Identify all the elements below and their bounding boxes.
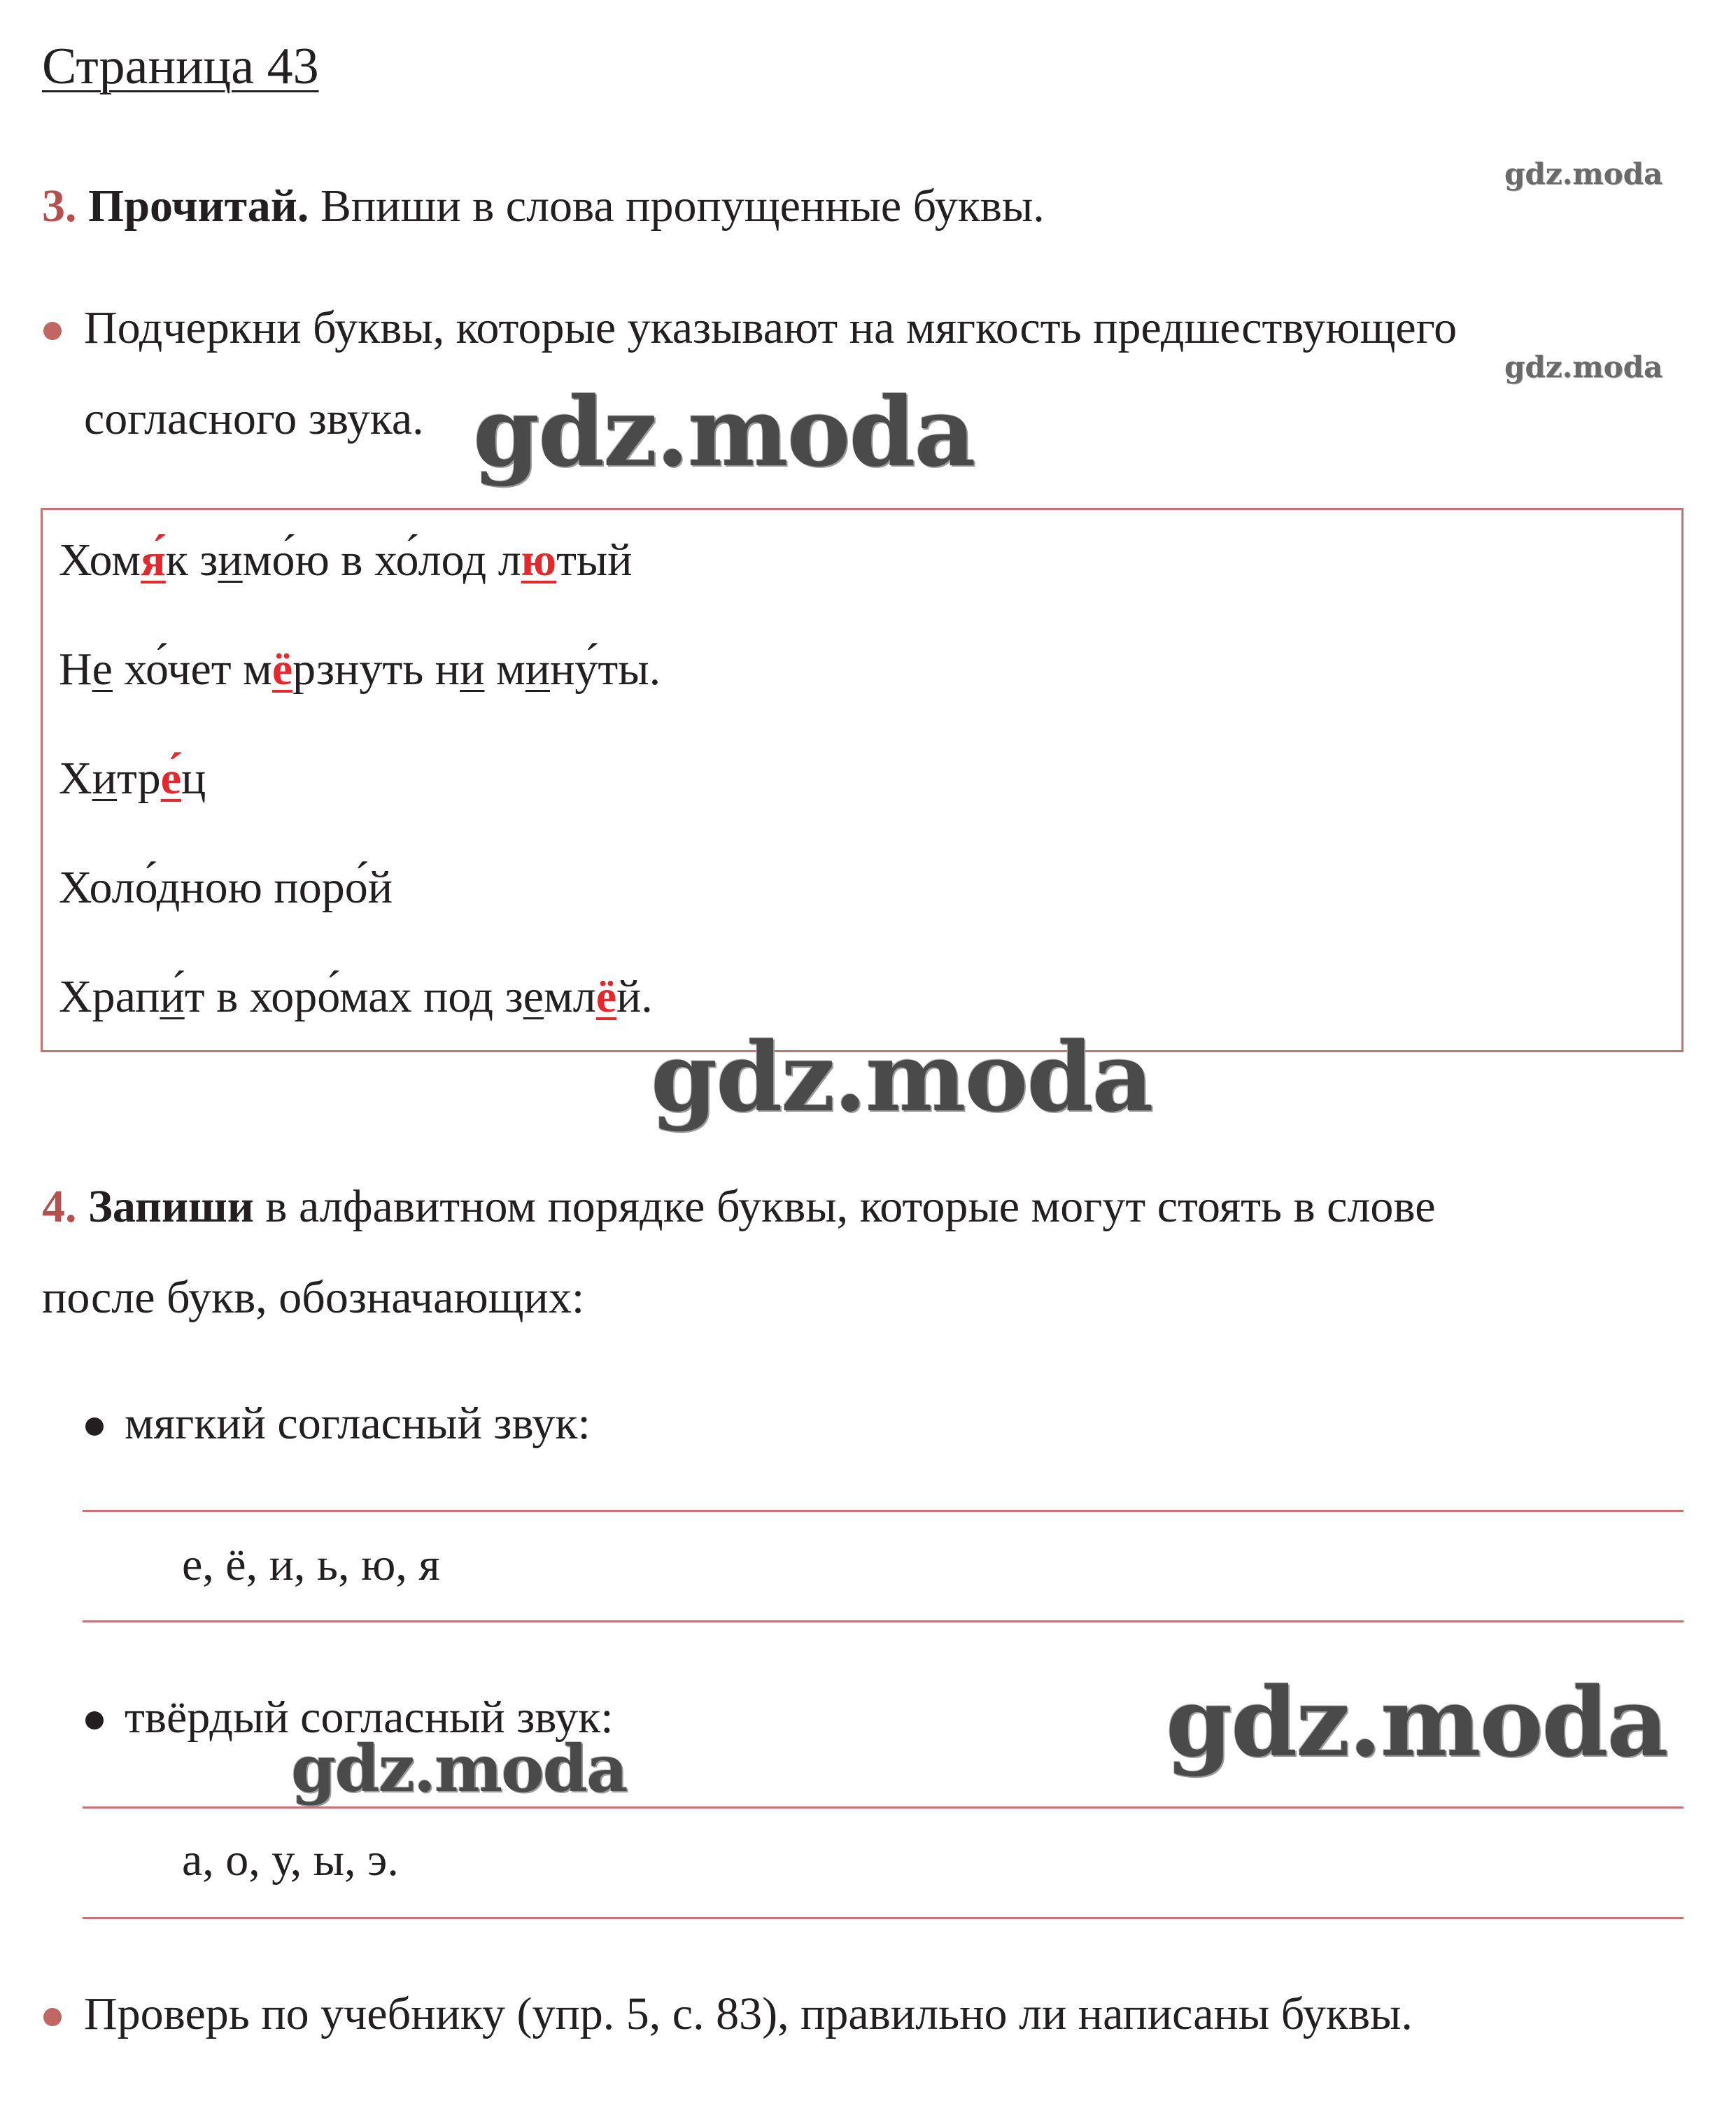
- answer-rule: [83, 1510, 1684, 1512]
- answer-rule: [83, 1620, 1684, 1622]
- bullet-icon: [43, 2008, 62, 2026]
- ex3-heading: [42, 181, 1045, 232]
- ex3-bold: Прочитай.: [88, 181, 309, 232]
- soft-label: мягкий согласный звук:: [125, 1398, 591, 1449]
- hard-answer: а, о, у, ы, э.: [182, 1834, 399, 1886]
- ex3-bullet-line2: согласного звука.: [84, 393, 424, 444]
- watermark: gdz.moda: [1504, 157, 1663, 191]
- answer-rule: [83, 1917, 1684, 1919]
- soft-answer: е, ё, и, ь, ю, я: [182, 1539, 440, 1590]
- ex3-bullet-line1: Подчеркни буквы, которые указывают на мягкость предшествующего: [84, 302, 1458, 353]
- watermark: gdz.moda: [291, 1731, 627, 1806]
- ex4-heading-line1: [42, 1181, 1436, 1232]
- watermark: gdz.moda: [1504, 350, 1663, 384]
- ex4-bold: Запиши: [88, 1181, 254, 1232]
- ex3-number: 3.: [42, 181, 77, 232]
- poem-line-2: Не хо́чет мёрзнуть ни мину́ты.: [59, 644, 661, 695]
- hard-label: твёрдый согласный звук:: [125, 1692, 614, 1743]
- answer-rule: [83, 1806, 1684, 1809]
- poem-line-4: Холо́дною поро́й: [59, 862, 393, 913]
- page-title: Страница 43: [42, 38, 319, 95]
- ex4-number: 4.: [42, 1181, 77, 1232]
- poem-line-5: Храпи́т в хоро́мах под землёй.: [59, 971, 653, 1022]
- watermark: gdz.moda: [473, 376, 975, 488]
- watermark: gdz.moda: [1166, 1667, 1667, 1778]
- check-line: Проверь по учебнику (упр. 5, с. 83), правильно ли написаны буквы.: [84, 1988, 1413, 2039]
- watermark: gdz.moda: [651, 1021, 1152, 1133]
- bullet-icon: [85, 1711, 104, 1730]
- bullet-icon: [85, 1417, 104, 1436]
- bullet-icon: [43, 322, 62, 340]
- ex4-heading-line2: после букв, обозначающих:: [42, 1272, 585, 1323]
- ex4-text-line1: в алфавитном порядке буквы, которые могут стоять в слове: [253, 1181, 1436, 1232]
- poem-line-1: Хомя́к зимо́ю в хо́лод лютый: [59, 535, 633, 586]
- ex3-text: Впиши в слова пропущенные буквы.: [309, 181, 1045, 232]
- poem-line-3: Хитре́ц: [59, 753, 206, 804]
